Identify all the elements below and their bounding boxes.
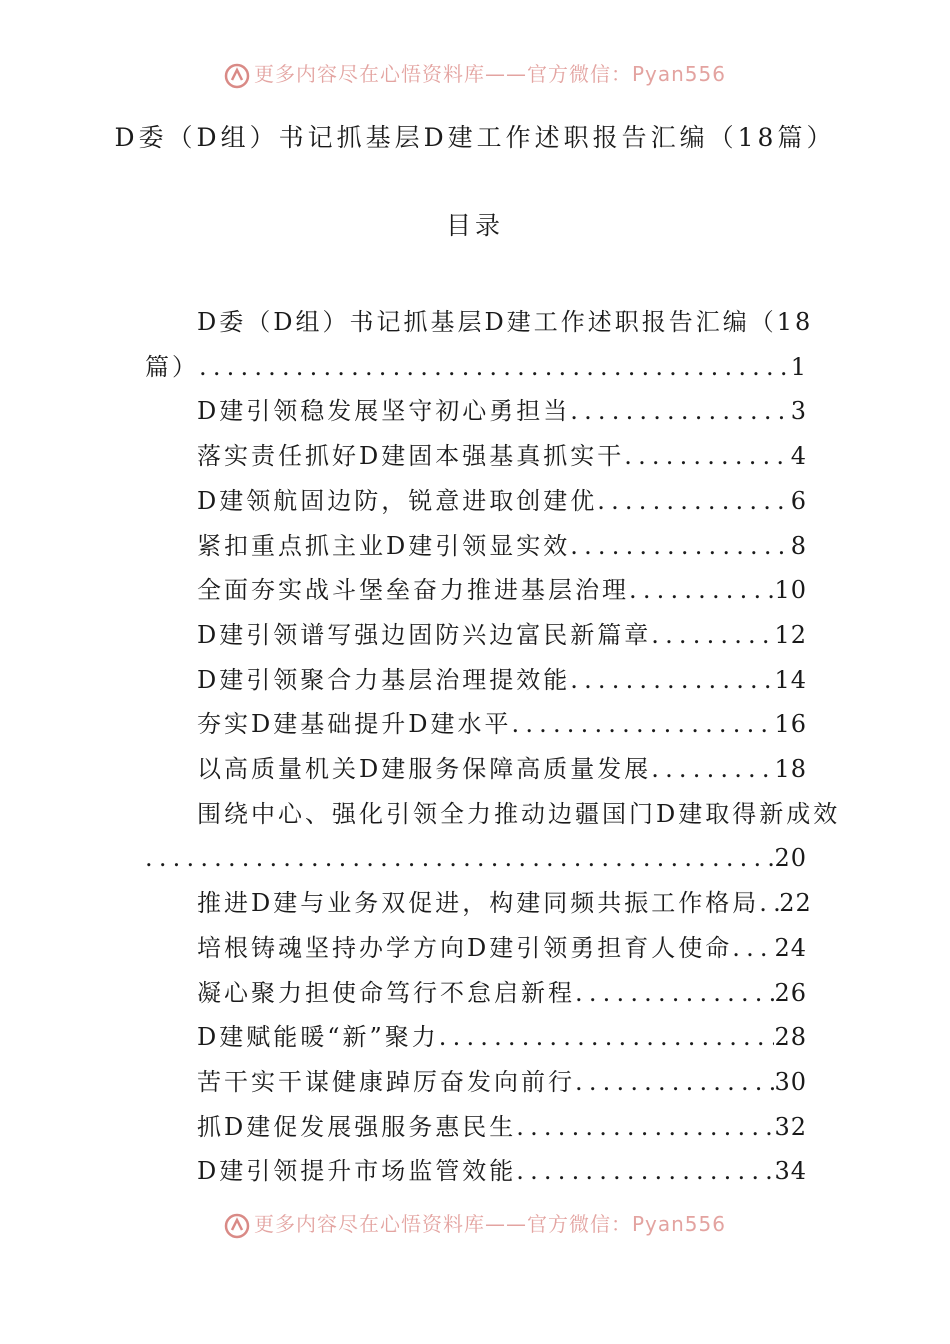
dot-leader xyxy=(629,568,774,613)
toc-entry[interactable] xyxy=(145,613,807,658)
toc-page-number: 4 xyxy=(790,442,807,471)
watermark-header xyxy=(0,58,950,89)
toc-entry-title: 围绕中心、强化引领全力推动边疆国门D建取得新成效 xyxy=(197,799,841,828)
toc-page-number: 8 xyxy=(790,531,807,560)
toc-entry-title: D建引领提升市场监管效能 xyxy=(197,1157,517,1186)
toc-entry[interactable] xyxy=(145,747,807,792)
toc-entry[interactable] xyxy=(145,1105,807,1150)
toc-entry[interactable] xyxy=(145,389,807,434)
toc-entry[interactable] xyxy=(145,792,841,881)
toc-entry-title: 落实责任抓好D建固本强基真抓实干 xyxy=(197,442,625,471)
toc-page-number: 20 xyxy=(774,844,807,873)
toc-entry-line xyxy=(145,300,814,345)
document-title: D委（D组）书记抓基层D建工作述职报告汇编（18篇） xyxy=(114,123,836,152)
toc-entry-title: D建引领谱写强边固防兴边富民新篇章 xyxy=(197,620,652,649)
toc-entry[interactable] xyxy=(145,300,814,389)
toc-entry-title: D建领航固边防，锐意进取创建优 xyxy=(197,486,598,515)
toc-entry-title: D委（D组）书记抓基层D建工作述职报告汇编（18 xyxy=(197,308,814,336)
dot-leader xyxy=(624,434,790,479)
toc-entry-title: D建引领稳发展坚守初心勇担当 xyxy=(197,397,571,426)
brand-logo-icon xyxy=(224,63,250,89)
dot-leader xyxy=(145,836,774,881)
dot-leader xyxy=(732,926,774,971)
toc-entry-title: 紧扣重点抓主业D建引领显实效 xyxy=(197,531,571,560)
toc-entry[interactable] xyxy=(145,702,807,747)
toc-page-number: 26 xyxy=(774,978,807,1007)
toc-entry[interactable] xyxy=(145,568,807,613)
dot-leader xyxy=(511,702,774,747)
toc-page-number: 22 xyxy=(779,889,812,918)
toc-entry[interactable] xyxy=(145,971,807,1016)
dot-leader xyxy=(597,479,790,524)
toc-entry[interactable] xyxy=(145,658,807,703)
dot-leader xyxy=(651,613,774,658)
dot-leader xyxy=(575,1060,774,1105)
toc-page-number: 14 xyxy=(774,665,807,694)
toc-entry-line xyxy=(145,792,841,837)
watermark-footer xyxy=(0,1208,950,1239)
dot-leader xyxy=(570,658,774,703)
toc-entry[interactable] xyxy=(145,1060,807,1105)
toc-entry-title: 夯实D建基础提升D建水平 xyxy=(197,710,512,739)
brand-logo-icon xyxy=(224,1213,250,1239)
dot-leader xyxy=(759,881,779,926)
toc-page-number: 6 xyxy=(790,486,807,515)
toc-heading: 目录 xyxy=(445,211,504,240)
toc-page-number: 32 xyxy=(774,1112,807,1141)
toc-entry[interactable] xyxy=(145,1149,807,1194)
toc-entry[interactable] xyxy=(145,926,807,971)
table-of-contents xyxy=(145,300,841,1194)
toc-entry[interactable] xyxy=(145,479,807,524)
toc-entry-line xyxy=(145,345,807,390)
toc-page-number: 24 xyxy=(774,933,807,962)
toc-page-number: 28 xyxy=(774,1023,807,1052)
dot-leader xyxy=(570,389,790,434)
toc-entry-title: 抓D建促发展强服务惠民生 xyxy=(197,1112,517,1141)
toc-entry[interactable] xyxy=(145,434,807,479)
toc-entry-title: D建引领聚合力基层治理提效能 xyxy=(197,665,571,694)
dot-leader xyxy=(570,524,790,569)
dot-leader xyxy=(575,971,774,1016)
toc-page-number: 3 xyxy=(790,397,807,426)
toc-page-number: 1 xyxy=(790,352,807,381)
dot-leader xyxy=(651,747,774,792)
toc-entry-title: 培根铸魂坚持办学方向D建引领勇担育人使命 xyxy=(197,933,733,962)
dot-leader xyxy=(199,345,791,390)
toc-page-number: 18 xyxy=(774,755,807,784)
toc-entry-title-continued: 篇） xyxy=(145,352,199,381)
watermark-text: 更多内容尽在心悟资料库——官方微信：Pyan556 xyxy=(253,62,726,86)
toc-entry-title: 全面夯实战斗堡垒奋力推进基层治理 xyxy=(197,576,629,605)
watermark-text: 更多内容尽在心悟资料库——官方微信：Pyan556 xyxy=(253,1212,726,1236)
dot-leader xyxy=(516,1105,774,1150)
toc-entry[interactable] xyxy=(145,1015,807,1060)
toc-entry-title: D建赋能暖“新”聚力 xyxy=(197,1023,439,1052)
toc-page-number: 12 xyxy=(774,620,807,649)
toc-page-number: 30 xyxy=(774,1067,807,1096)
dot-leader xyxy=(516,1149,774,1194)
toc-page-number: 16 xyxy=(774,710,807,739)
toc-page-number: 34 xyxy=(774,1157,807,1186)
toc-entry-title: 推进D建与业务双促进，构建同频共振工作格局 xyxy=(197,889,760,918)
toc-entry-title: 以高质量机关D建服务保障高质量发展 xyxy=(197,755,652,784)
toc-page-number: 10 xyxy=(774,576,807,605)
toc-entry[interactable] xyxy=(145,524,807,569)
toc-entry[interactable] xyxy=(145,881,812,926)
toc-entry-title: 苦干实干谋健康踔厉奋发向前行 xyxy=(197,1067,575,1096)
dot-leader xyxy=(439,1015,775,1060)
toc-entry-title: 凝心聚力担使命笃行不怠启新程 xyxy=(197,978,575,1007)
toc-entry-line xyxy=(145,836,807,881)
